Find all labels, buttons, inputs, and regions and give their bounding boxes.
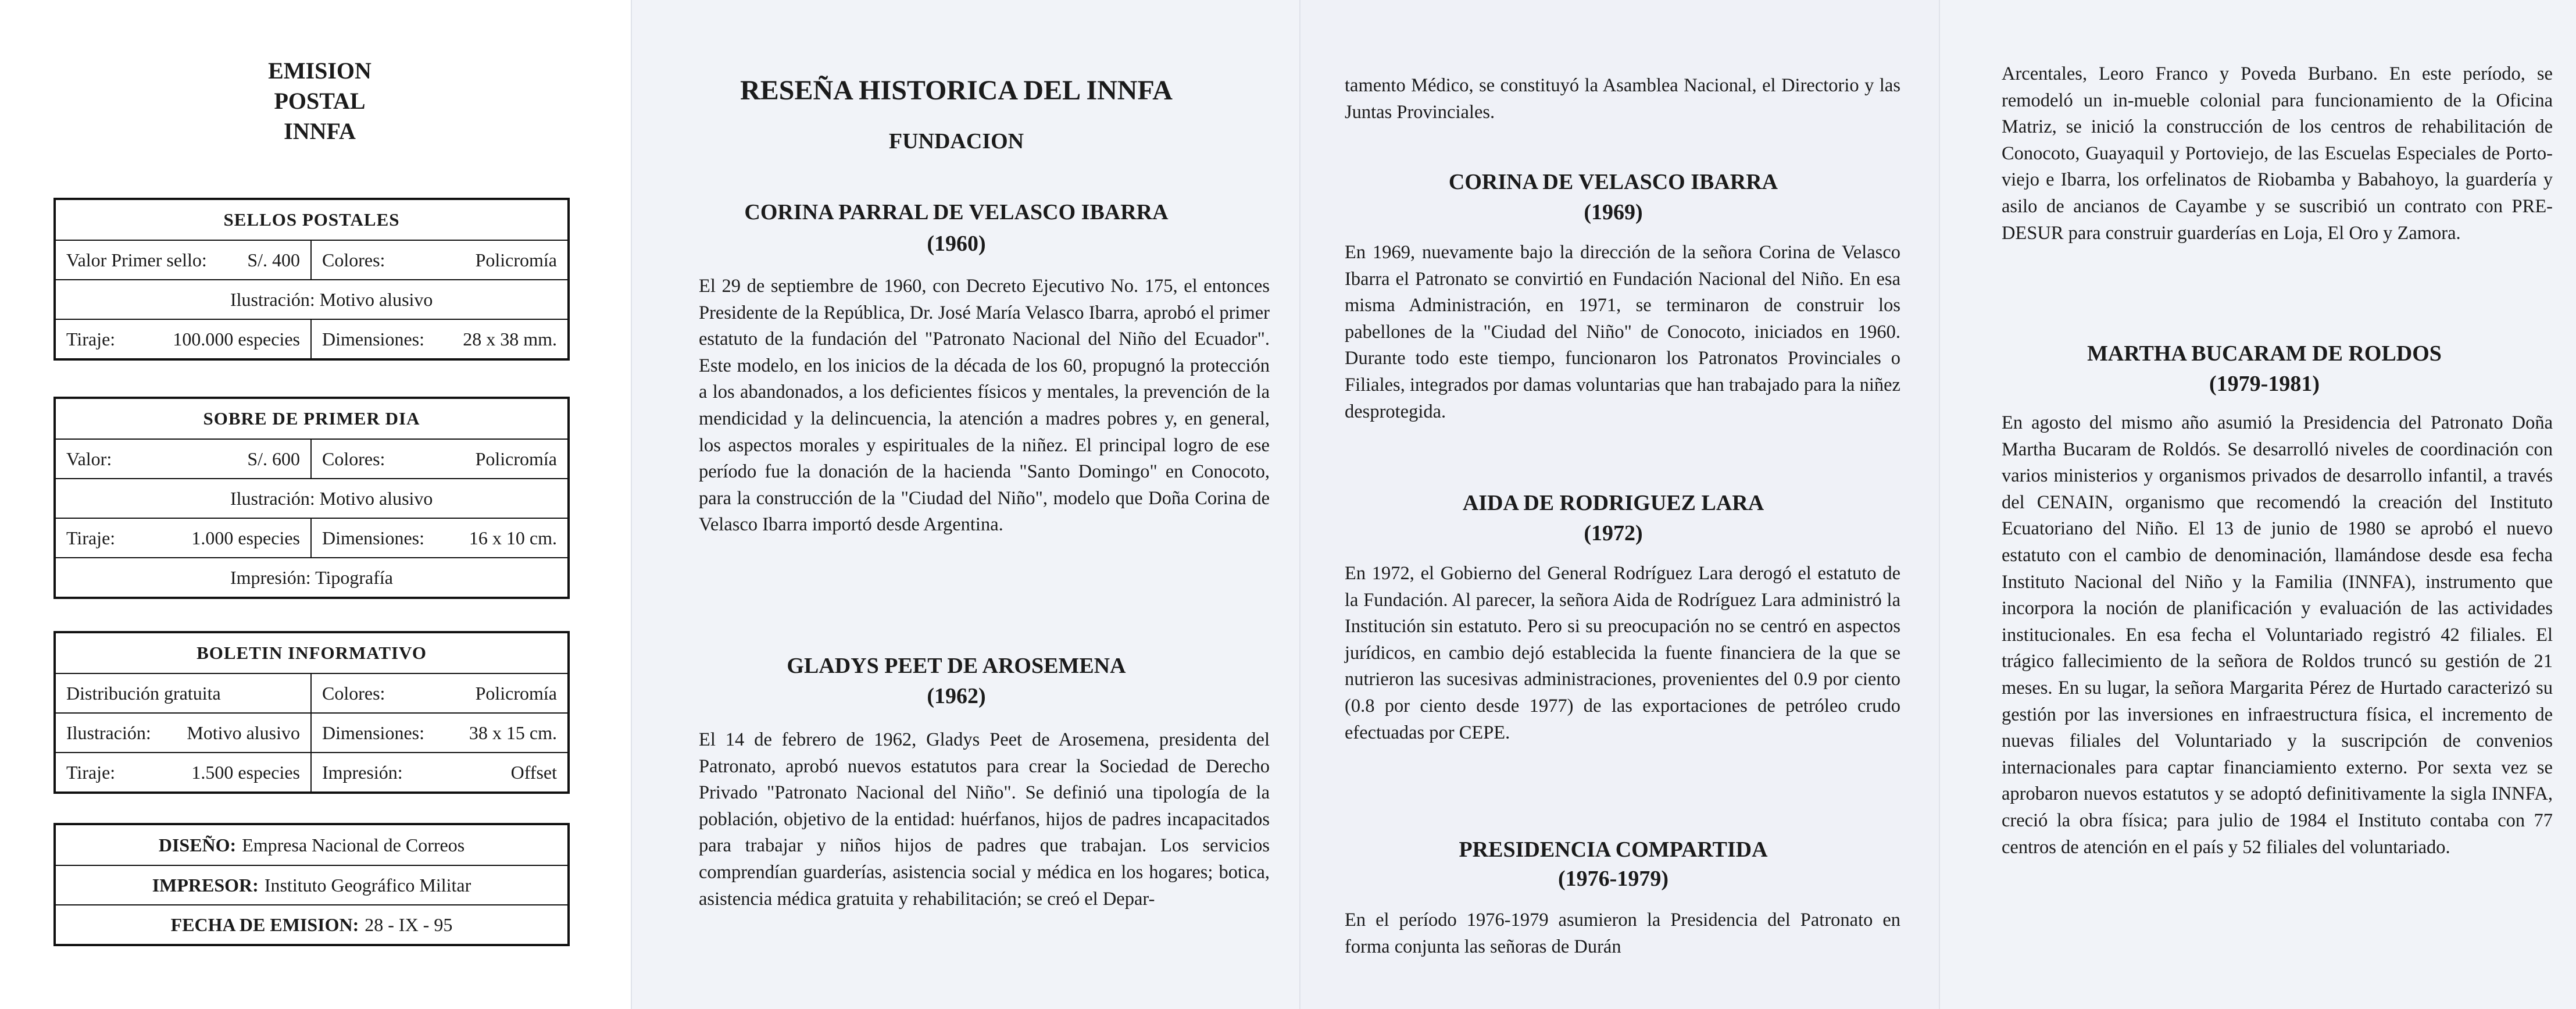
value: Ilustración: Motivo alusivo xyxy=(230,487,433,509)
history-panel-3 xyxy=(1939,0,2576,1009)
label: Valor: xyxy=(66,448,112,469)
table-row xyxy=(56,240,567,279)
label: Dimensiones: xyxy=(322,328,424,350)
sellos-postales-table xyxy=(53,198,570,361)
value: 1.000 especies xyxy=(191,527,300,548)
label: Valor Primer sello: xyxy=(66,249,207,270)
value: S/. 600 xyxy=(247,448,300,469)
value: Instituto Geográfico Militar xyxy=(264,874,471,896)
label: FECHA DE EMISION: xyxy=(170,914,359,935)
section-heading: PRESIDENCIA COMPARTIDA xyxy=(1459,837,1768,862)
label: DISEÑO: xyxy=(158,834,237,855)
stamp-info-panel xyxy=(0,0,631,1009)
value: Policromía xyxy=(475,249,557,270)
paragraph: El 14 de febrero de 1962, Gladys Peet de Arosemena, presidenta del Patronato, aprobó nuevos estatutos para crear la Sociedad de Derecho Privado "Patronato Nacional del Niño". Se definió una tipología de la población, objetivo de la entidad: huérfanos, hijos de padres incapacitados para trabajar y niños hijos de padres que trabajan. Los servicios comprendían guarderías, asistencia social y médica en los hogares; botica, asistencia médica gratuita y rehabilitación; se creó el Depar- xyxy=(699,729,1270,910)
label: Colores: xyxy=(322,682,385,704)
section-heading: CORINA PARRAL DE VELASCO IBARRA xyxy=(744,200,1169,224)
table-row xyxy=(56,518,567,557)
value: Motivo alusivo xyxy=(187,722,300,743)
label: IMPRESOR: xyxy=(152,874,259,896)
value: Empresa Nacional de Correos xyxy=(242,834,465,855)
label: Colores: xyxy=(322,249,385,270)
value: 28 x 38 mm. xyxy=(463,328,557,350)
table-row xyxy=(56,865,567,904)
table-row xyxy=(56,673,567,712)
value: Impresión: Tipografía xyxy=(230,566,393,588)
table-row xyxy=(56,904,567,944)
section-year: (1969) xyxy=(1584,200,1643,224)
value: Policromía xyxy=(475,448,557,469)
label: Tiraje: xyxy=(66,328,116,350)
table-row xyxy=(56,825,567,865)
paragraph: En el período 1976-1979 asumieron la Presidencia del Patronato en forma conjunta las señoras de Durán xyxy=(1345,910,1900,957)
paragraph: Arcentales, Leoro Franco y Poveda Burbano. En este período, se remodeló un in-mueble colonial para funcionamiento de la Oficina Matriz, se inició la construcción de los centros de rehabilitación de Conocoto, Guayaquil y Portoviejo, de las Escuelas Especiales de Porto-viejo e Ibarra, los orfelinatos de Riobamba y Babahoyo, la guardería y asilo de ancianos de Cayambe y se suscribió un contrato con PRE-DESUR para construir guarderías en Loja, El Oro y Zamora. xyxy=(2002,63,2553,244)
table-row xyxy=(56,752,567,791)
table-row xyxy=(56,557,567,597)
table-heading: SOBRE DE PRIMER DIA xyxy=(203,408,420,429)
section-year: (1972) xyxy=(1584,521,1643,545)
table-row xyxy=(56,712,567,752)
label: Colores: xyxy=(322,448,385,469)
section-year: (1976-1979) xyxy=(1558,867,1668,891)
table-heading: SELLOS POSTALES xyxy=(223,209,400,230)
history-panel-2 xyxy=(1299,0,1939,1009)
label: Dimensiones: xyxy=(322,722,424,743)
label: Tiraje: xyxy=(66,527,116,548)
paragraph: El 29 de septiembre de 1960, con Decreto Ejecutivo No. 175, el entonces Presidente de la República, Dr. José María Velasco Ibarra, aprobó el primer estatuto de la fundación del "Patronato Nacional del Niño del Ecuador". Este modelo, en los inicios de la década de los 60, propugnó la protección a los abandonados, a los deficientes físicos y mentales, la prevención de la mendicidad y la delincuencia, la atención a madres pobres y, en general, los aspectos morales y espirituales de la niñez. El principal logro de ese período fue la donación de la hacienda "Santo Domingo" en Conocoto, para la construcción de la "Ciudad del Niño", modelo que Doña Corina de Velasco Ibarra importó desde Argentina. xyxy=(699,276,1270,536)
fold-line xyxy=(1299,0,1300,1009)
table-row xyxy=(56,279,567,319)
table-row xyxy=(56,478,567,518)
value: 38 x 15 cm. xyxy=(469,722,557,743)
section-heading: MARTHA BUCARAM DE ROLDOS xyxy=(2087,341,2442,366)
section-year: (1979-1981) xyxy=(2209,372,2320,396)
value: S/. 400 xyxy=(247,249,300,270)
page-title: RESEÑA HISTORICA DEL INNFA xyxy=(740,75,1173,106)
label: Tiraje: xyxy=(66,761,116,783)
table-row xyxy=(56,319,567,358)
stamp-title xyxy=(221,56,419,147)
stamp-title-line1: EMISION POSTAL xyxy=(268,58,371,114)
section-heading: AIDA DE RODRIGUEZ LARA xyxy=(1462,491,1764,515)
section-heading: CORINA DE VELASCO IBARRA xyxy=(1448,170,1778,194)
paragraph: En 1969, nuevamente bajo la dirección de la señora Corina de Velasco Ibarra el Patronato se convirtió en Fundación Nacional del Niño. En esa misma Administración, en 1971, se terminaron de construir los pabellones de la "Ciudad del Niño" de Conocoto, iniciados en 1960. Durante todo este tiempo, funcionaron los Patronatos Provinciales o Filiales, integrados por damas voluntarias que han trabajado para la niñez desprotegida. xyxy=(1345,242,1900,422)
value: 1.500 especies xyxy=(191,761,300,783)
label: Ilustración: xyxy=(66,722,151,743)
section-subtitle: FUNDACION xyxy=(888,129,1024,154)
value: Distribución gratuita xyxy=(66,682,221,704)
section-heading: GLADYS PEET DE AROSEMENA xyxy=(787,654,1126,678)
value: 28 - IX - 95 xyxy=(365,914,453,935)
paragraph: tamento Médico, se constituyó la Asamblea Nacional, el Directorio y las Juntas Provinciales. xyxy=(1345,75,1900,123)
value: Policromía xyxy=(475,682,557,704)
fold-line xyxy=(631,0,632,1009)
table-heading: BOLETIN INFORMATIVO xyxy=(196,643,427,663)
label: Impresión: xyxy=(322,761,403,783)
label: Dimensiones: xyxy=(322,527,424,548)
boletin-informativo-table xyxy=(53,631,570,794)
value: 16 x 10 cm. xyxy=(469,527,557,548)
sobre-primer-dia-table xyxy=(53,397,570,599)
table-row xyxy=(56,438,567,478)
section-year: (1962) xyxy=(927,684,986,708)
value: Offset xyxy=(510,761,557,783)
paragraph: En agosto del mismo año asumió la Presidencia del Patronato Doña Martha Bucaram de Roldós. Se desarrolló niveles de coordinación con varios ministerios y organismos privados de desarrollo infantil, a través del CENAIN, organismo que recomendó la creación del Instituto Ecuatoriano del Niño. El 13 de junio de 1980 se aprobó el nuevo estatuto con el cambio de denominación, llamándose desde esa fecha Instituto Nacional del Niño y la Familia (INNFA), instrumento que incorpora la noción de planificación y evaluación de las actividades institucionales. En esa fecha el Voluntariado registró 42 filiales. El trágico fallecimiento de la señora de Roldos truncó su gestión de 21 meses. En su lugar, la señora Margarita Pérez de Hurtado caracterizó su gestión por las inversiones en infraestructura física, el incremento de nuevas filiales del Voluntariado y la suscripción de convenios internacionales para captar financiamiento externo. Por sexta vez se aprobaron nuevos estatutos y se adoptó definitivamente la sigla INNFA, creció la obra física; para julio de 1984 el Instituto contaba con 77 centros de atención en el país y 52 filiales del voluntariado. xyxy=(2002,412,2553,858)
section-year: (1960) xyxy=(927,231,986,256)
credits-table xyxy=(53,823,570,946)
stamp-title-line2: INNFA xyxy=(284,118,356,144)
paragraph: En 1972, el Gobierno del General Rodríguez Lara derogó el estatuto de la Fundación. Al parecer, la señora Aida de Rodríguez Lara administró la Institución sin estatuto. Pero si su preocupación no se centró en aspectos jurídicos, en cambio dejó establecida la fuente financiera de la que se nutrieron las sucesivas administraciones, provenientes del 0.9 por ciento (0.8 por ciento desde 1977) de las exportaciones de petróleo crudo efectuadas por CEPE. xyxy=(1345,563,1900,743)
history-panel-1 xyxy=(631,0,1299,1009)
value: Ilustración: Motivo alusivo xyxy=(230,288,433,310)
value: 100.000 especies xyxy=(173,328,300,350)
fold-line xyxy=(1939,0,1940,1009)
